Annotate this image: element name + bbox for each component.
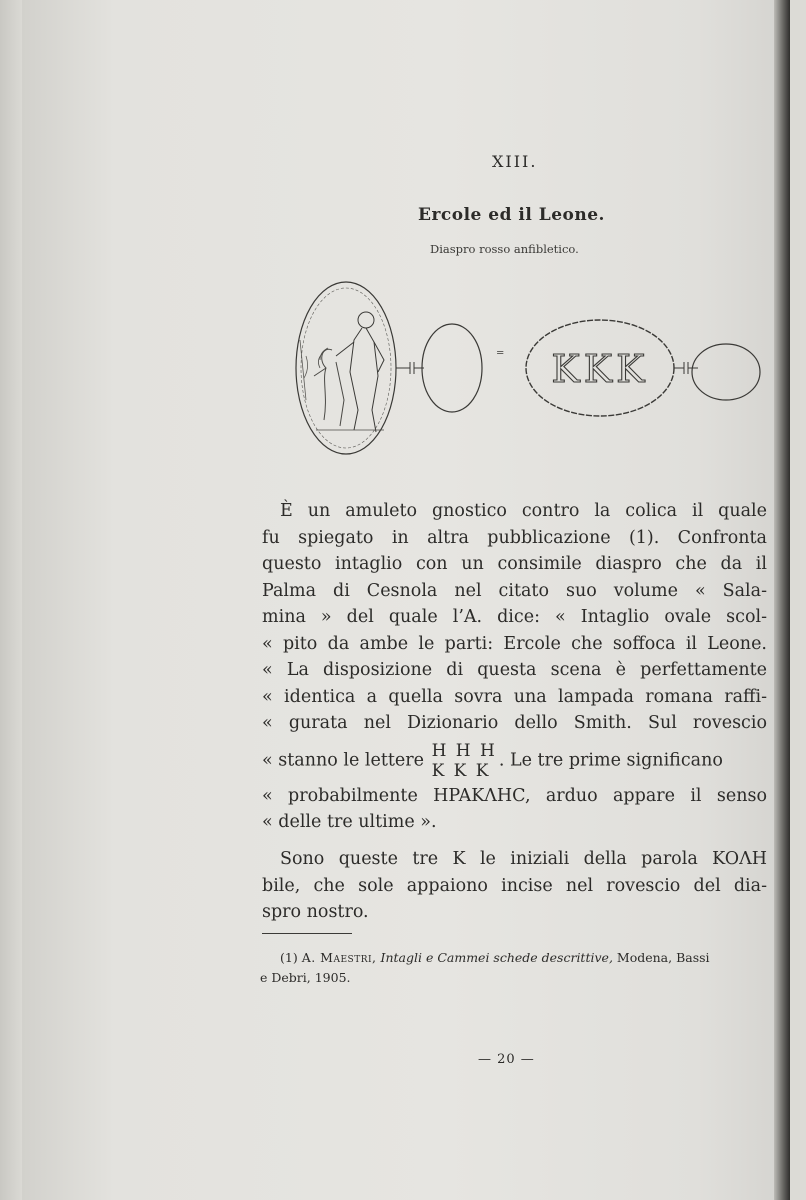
section-title: Ercole ed il Leone. — [418, 205, 605, 225]
para2-line: spro nostro. — [262, 902, 369, 922]
gem-illustration — [292, 280, 772, 470]
gem-side-view — [422, 324, 482, 412]
book-gutter — [0, 0, 22, 1200]
letters-bottom: K K K — [431, 760, 491, 781]
body-line: fu spiegato in altra pubblicazione (1). Confronta — [262, 527, 767, 548]
gem-reverse — [526, 320, 674, 416]
footnote-line-1 — [260, 948, 770, 968]
page-shadow-edge — [774, 0, 790, 1200]
footnote-marker: (1) — [280, 950, 298, 965]
main-paragraph — [262, 498, 767, 836]
body-line: « gurata nel Dizionario dello Smith. Sul rovescio — [262, 713, 767, 733]
para2-line: bile, che sole appaiono incise nel rovescio del dia- — [262, 875, 767, 896]
body-line: « pito da ambe le parti: Ercole che soffoca il Leone. — [262, 633, 767, 654]
body-line: questo intaglio con un consimile diaspro che da il — [262, 554, 767, 574]
page-number: — 20 — — [478, 1052, 535, 1067]
footnote-divider — [262, 933, 352, 934]
footnote — [260, 948, 770, 988]
gem-obverse — [296, 282, 396, 454]
letters-top: H H H — [431, 740, 497, 761]
gem-reverse-side-view — [692, 344, 760, 400]
para2-line: Sono queste tre K le iniziali della parola KOΛH — [280, 849, 767, 869]
reverse-letters: KKK — [551, 347, 649, 391]
footnote-rest: Modena, Bassi — [616, 950, 710, 965]
body-line: È un amuleto gnostico contro la colica il quale — [280, 501, 767, 521]
equals-sign: = — [496, 348, 505, 359]
stacked-letters — [432, 741, 497, 781]
body-line: mina » del quale l’A. dice: « Intaglio ovale scol- — [262, 607, 767, 627]
body-line: Palma di Cesnola nel citato suo volume « Sala- — [262, 580, 767, 601]
letters-line — [262, 741, 767, 781]
body-line: « probabilmente HPAKΛHC, arduo appare il senso — [262, 785, 767, 806]
book-page — [22, 0, 790, 1200]
footnote-author: A. Maestri, — [301, 950, 377, 965]
letters-line-before: « stanno le lettere — [262, 750, 424, 770]
body-line: « identica a quella sovra una lampada romana raffi- — [262, 686, 767, 707]
section-subtitle: Diaspro rosso anfibletico. — [430, 242, 579, 256]
second-paragraph — [262, 846, 767, 926]
body-line: « delle tre ultime ». — [262, 812, 437, 832]
body-line: « La disposizione di questa scena è perfettamente — [262, 660, 767, 680]
chapter-number: XIII. — [492, 152, 538, 171]
letters-line-after: . Le tre prime significano — [498, 750, 723, 770]
footnote-work: Intagli e Cammei schede descrittive, — [380, 950, 613, 965]
footnote-line-2: e Debri, 1905. — [260, 970, 351, 985]
